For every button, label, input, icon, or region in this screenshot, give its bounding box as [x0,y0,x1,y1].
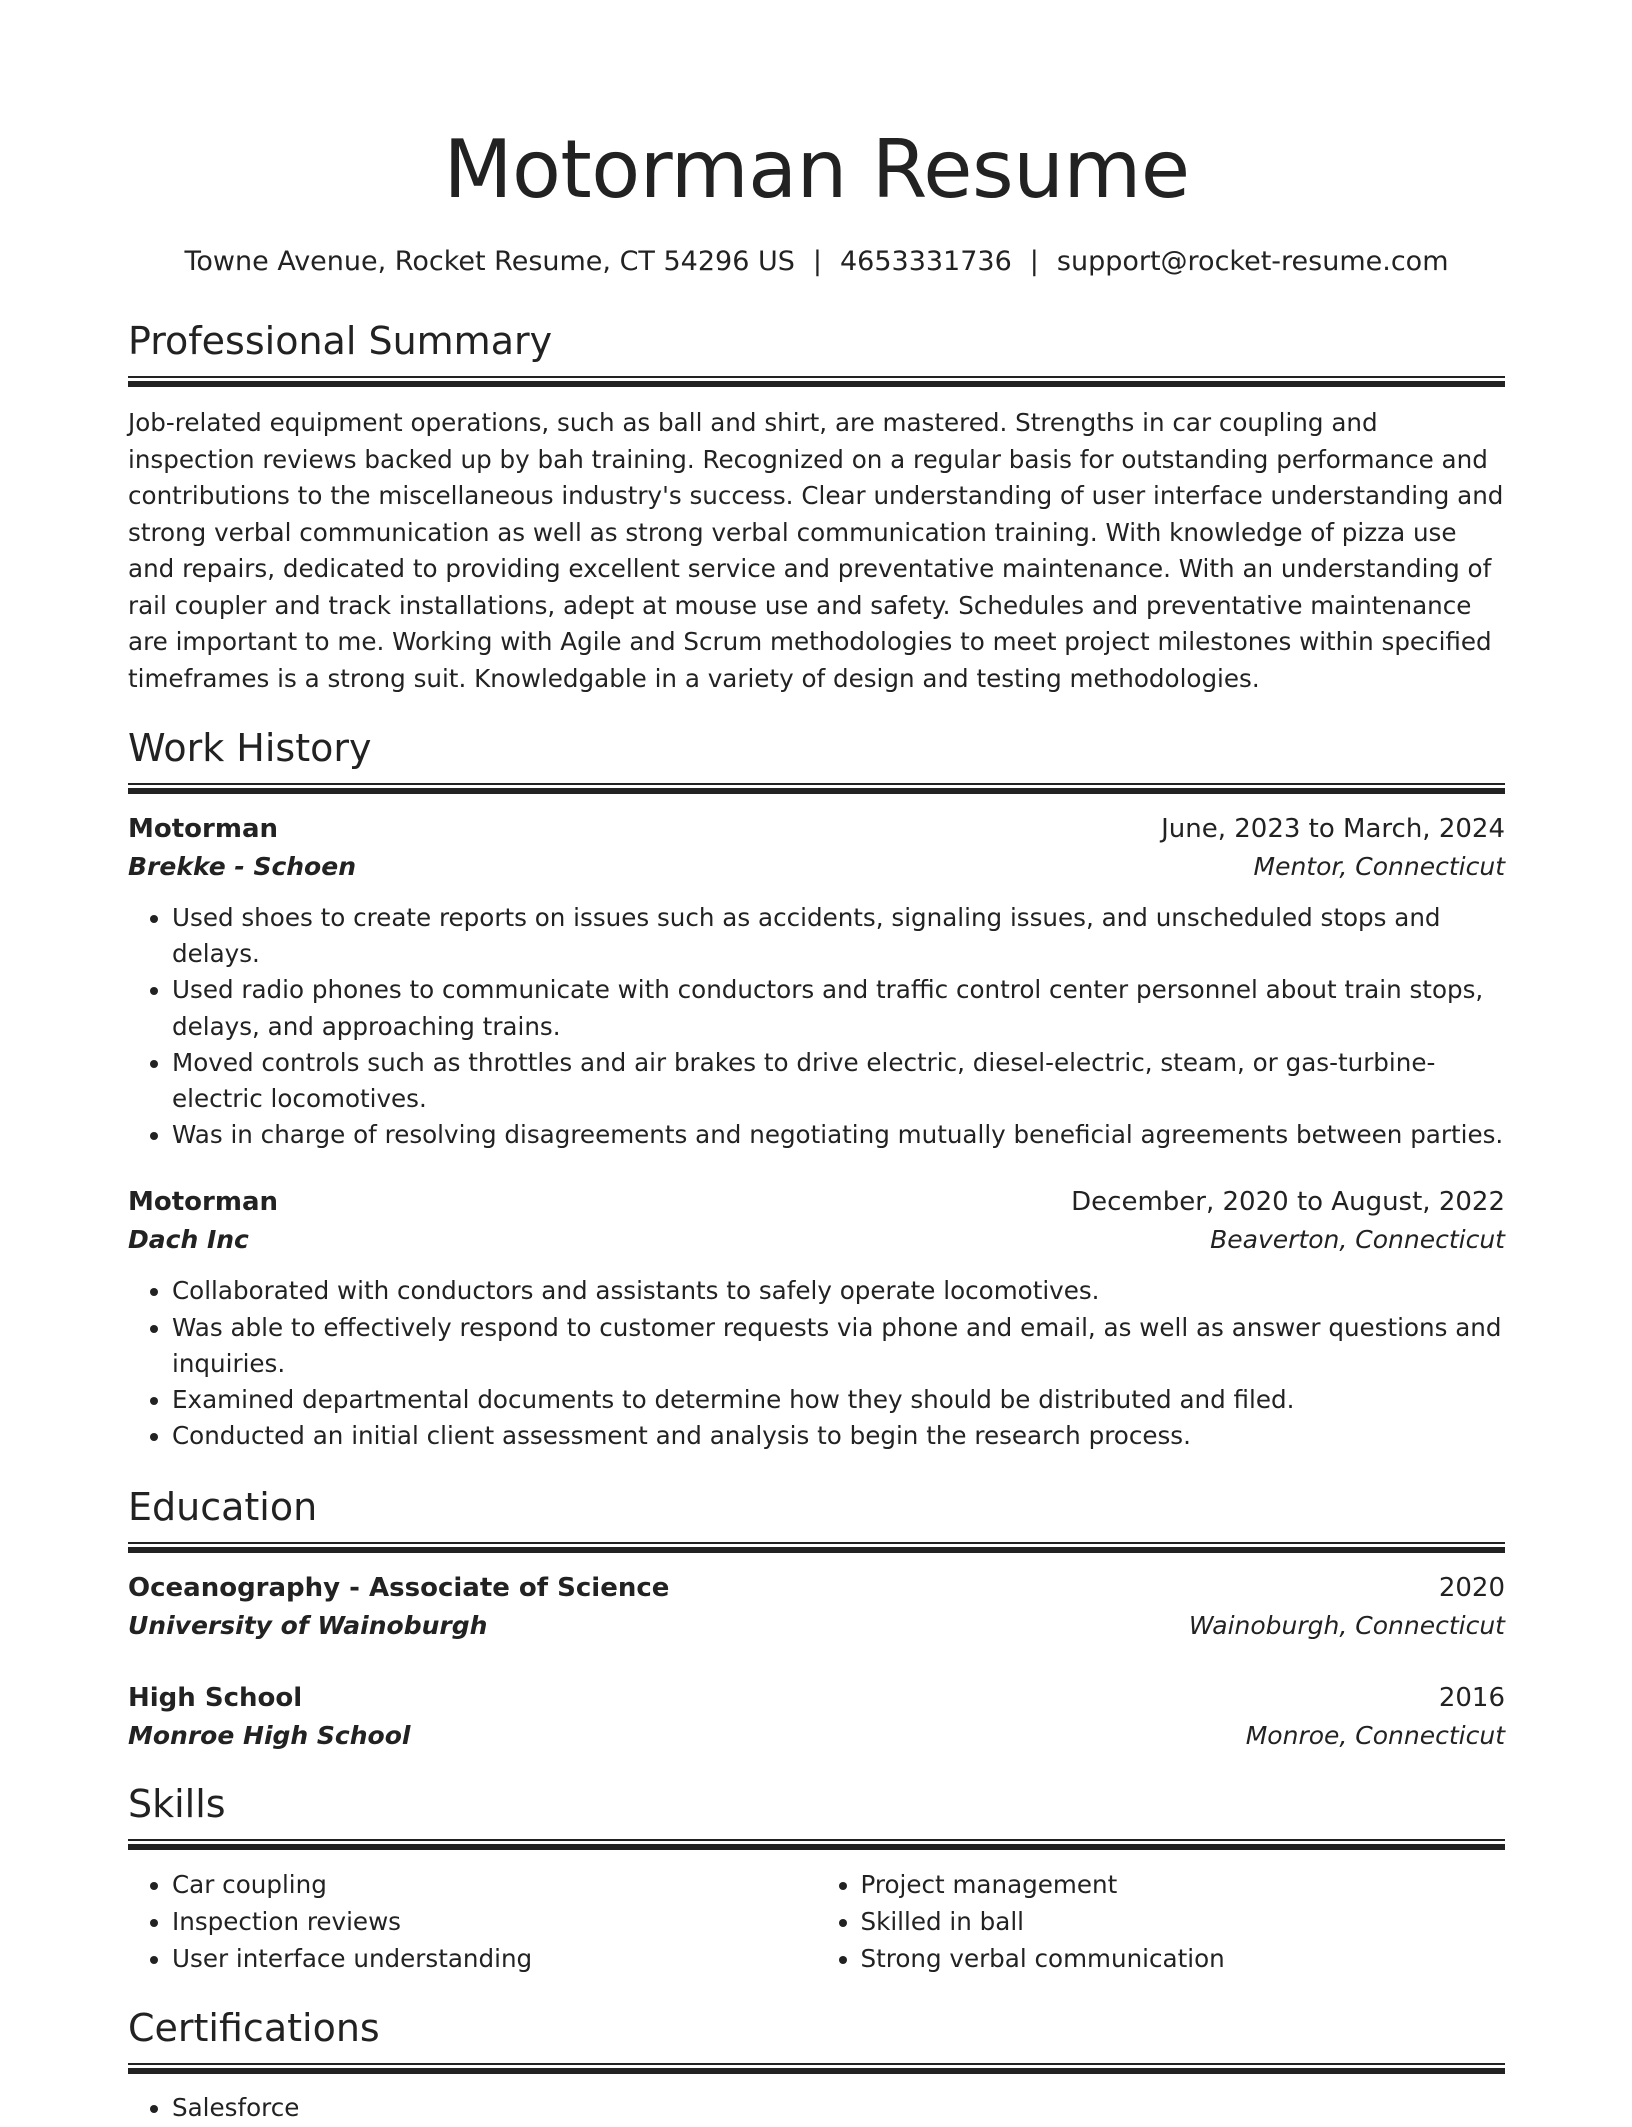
education-header [128,1569,1505,1607]
section-divider [128,2063,1505,2074]
list-item: • Car coupling [172,1866,817,1903]
job-header [128,1183,1505,1221]
education-subheader [128,1607,1505,1645]
job-title: Motorman [128,1187,278,1218]
education-school: Monroe High School [128,1721,411,1751]
education-entry [128,1569,1505,1645]
job-dates: June, 2023 to March, 2024 [1161,814,1505,844]
job-title: Motorman [128,814,278,844]
education-school: University of Wainoburgh [128,1611,488,1641]
list-item: • Examined departmental documents to determine how they should be distributed and filed. [172,1382,1505,1418]
list-item: • Moved controls such as throttles and air brakes to drive electric, diesel-electric, steam, or gas-turbine-electric locomotives. [172,1045,1505,1117]
contact-email: support@rocket-resume.com [1056,246,1449,277]
contact-address: Towne Avenue, Rocket Resume, CT 54296 US [184,246,795,277]
education-section [128,1482,1505,1755]
contact-separator: | [812,246,822,277]
list-item: • Used shoes to create reports on issues such as accidents, signaling issues, and unscheduled stops and delays. [172,900,1505,972]
job-company: Brekke - Schoen [128,852,356,881]
contact-line [128,244,1505,280]
skills-list-left [128,1866,817,1977]
job-subheader [128,848,1505,886]
education-year: 2016 [1438,1683,1505,1714]
skills-section [128,1779,1505,1977]
section-divider [128,1839,1505,1850]
section-title: Certifications [128,2006,380,2051]
list-item: • Was in charge of resolving disagreements and negotiating mutually beneficial agreements between parties. [172,1117,1505,1153]
list-item: • Strong verbal communication [861,1940,1506,1977]
section-divider [128,1542,1505,1553]
job-bullets [128,900,1505,1153]
resume-name: Motorman Resume [443,123,1190,216]
education-header [128,1679,1505,1717]
skills-list-right [817,1866,1506,1977]
list-item: • Skilled in ball [861,1903,1506,1940]
list-item: • Project management [861,1866,1506,1903]
list-item: • Conducted an initial client assessment and analysis to begin the research process. [172,1418,1505,1454]
job-entry [128,810,1505,1153]
education-year: 2020 [1438,1573,1505,1604]
list-item: • User interface understanding [172,1940,817,1977]
education-location: Wainoburgh, Connecticut [1188,1611,1505,1641]
work-history-section [128,723,1505,1454]
education-location: Monroe, Connecticut [1245,1721,1505,1751]
job-header [128,810,1505,848]
section-title: Skills [128,1782,226,1827]
job-bullets [128,1273,1505,1454]
list-item: • Used radio phones to communicate with conductors and traffic control center personnel about train stops, delays, and approaching trains. [172,972,1505,1044]
summary-text: Job-related equipment operations, such as ball and shirt, are mastered. Strengths in car coupling and inspection reviews backed up by bah training. Recognized on a regular basis for outstanding performance and contributions to the miscellaneous industry's success. Clear understanding of user interface understanding and strong verbal communication as well as strong verbal communication training. With knowledge of pizza use and repairs, dedicated to providing excellent service and preventative maintenance. With an understanding of rail coupler and track installations, adept at mouse use and safety. Schedules and preventative maintenance are important to me. Working with Agile and Scrum methodologies to meet project milestones within specified timeframes is a strong suit. Knowledgable in a variety of design and testing methodologies. [128,408,1504,693]
education-degree: Oceanography - Associate of Science [128,1573,670,1604]
list-item: • Was able to effectively respond to customer requests via phone and email, as well as answer questions and inquiries. [172,1310,1505,1382]
job-entry [128,1183,1505,1454]
section-divider [128,376,1505,387]
contact-phone: 4653331736 [839,246,1012,277]
education-degree: High School [128,1683,303,1714]
job-dates: December, 2020 to August, 2022 [1071,1187,1505,1218]
section-title: Work History [128,726,372,770]
list-item: • Inspection reviews [172,1903,817,1940]
job-subheader [128,1221,1505,1259]
education-subheader [128,1717,1505,1755]
job-company: Dach Inc [128,1225,249,1255]
job-location: Mentor, Connecticut [1253,852,1505,881]
contact-separator: | [1029,246,1039,277]
certifications-section [128,2003,1505,2126]
job-location: Beaverton, Connecticut [1210,1225,1505,1255]
section-title: Education [128,1485,318,1530]
summary-section [128,316,1505,697]
list-item: • Collaborated with conductors and assistants to safely operate locomotives. [172,1273,1505,1309]
section-divider [128,783,1505,794]
education-entry [128,1679,1505,1755]
certifications-list [128,2090,1505,2126]
skills-columns [128,1866,1505,1977]
list-item: • Salesforce [172,2090,1505,2126]
section-title: Professional Summary [128,319,553,363]
